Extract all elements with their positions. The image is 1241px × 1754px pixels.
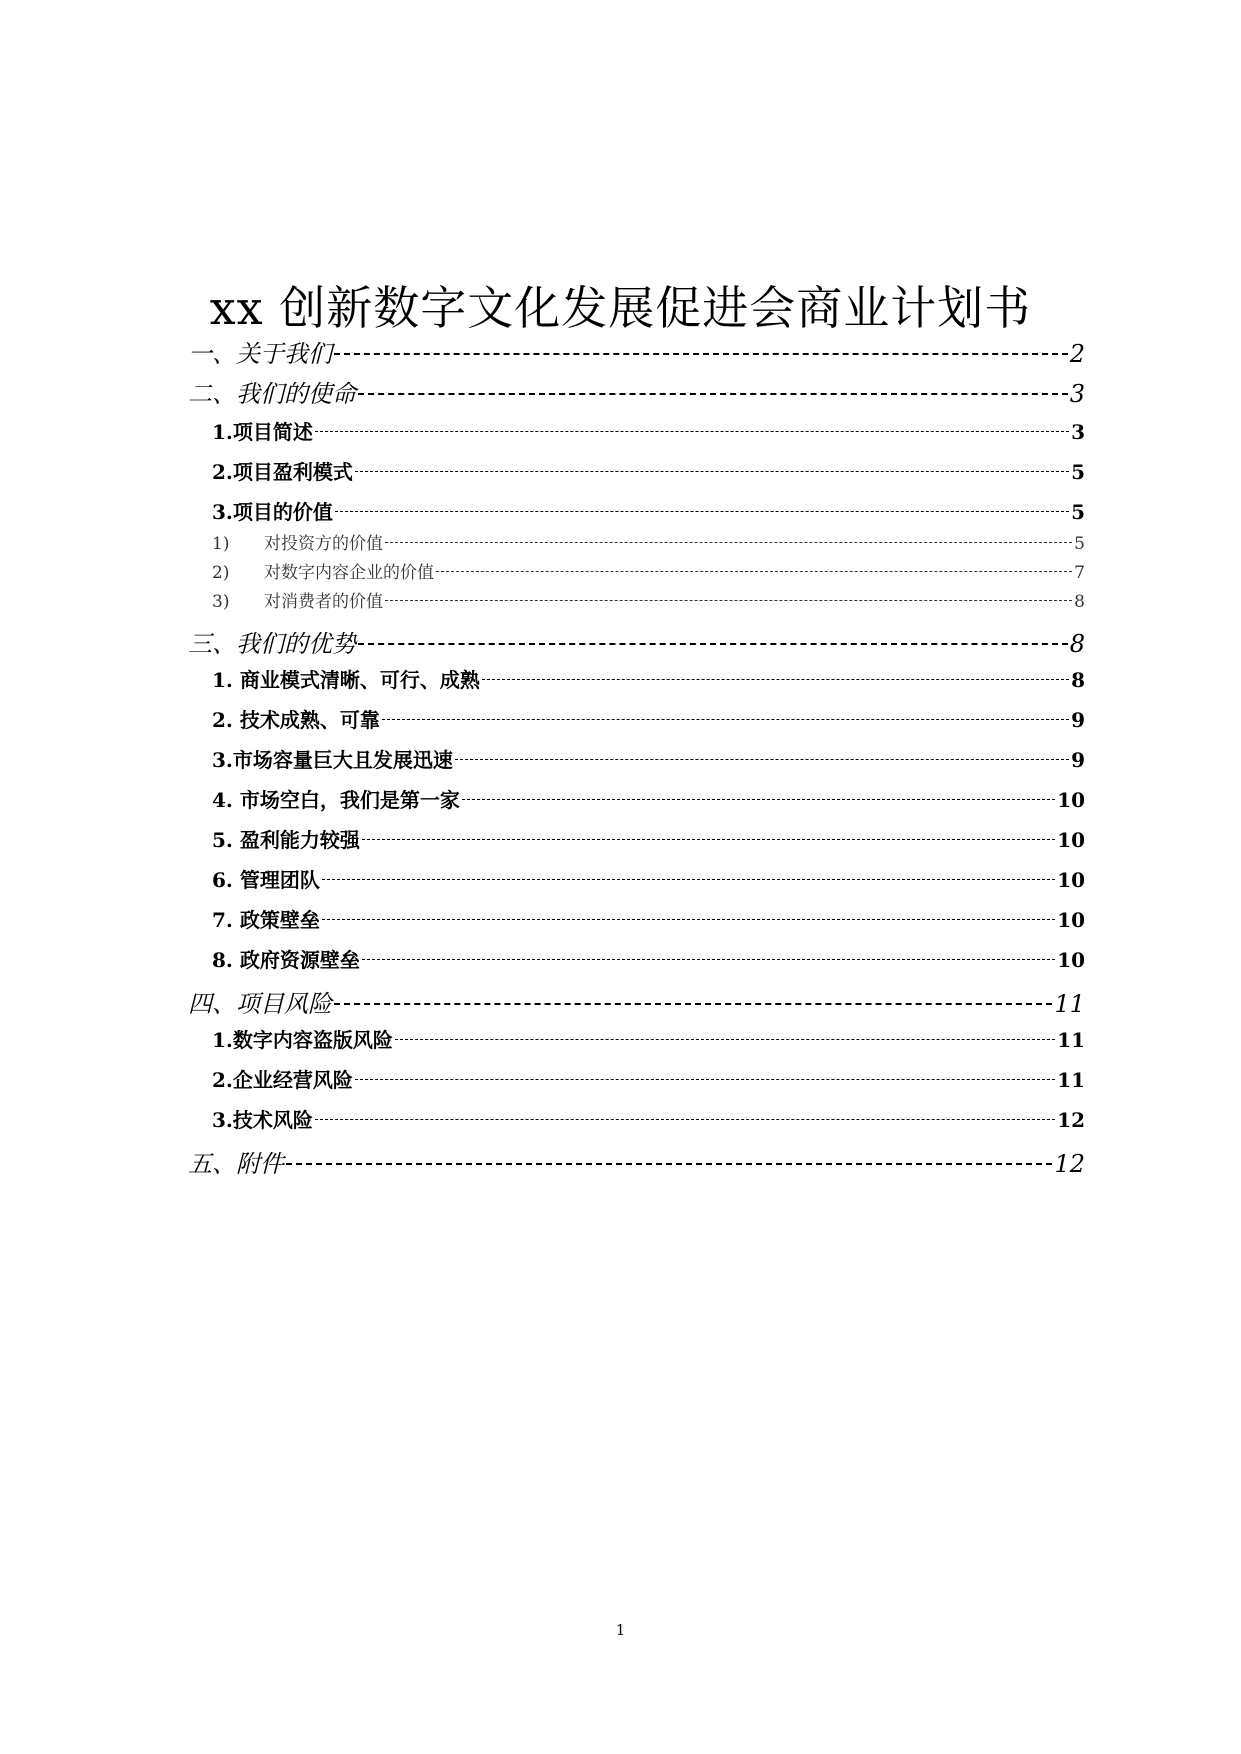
toc-entry-index: 1) (212, 534, 230, 554)
toc-entry[interactable] (188, 704, 1085, 733)
toc-dot-leader (462, 787, 1055, 807)
toc-entry-page: 8 (1071, 668, 1085, 692)
toc-entry-page: 5 (1071, 460, 1085, 484)
toc-entry[interactable] (188, 744, 1085, 773)
toc-entry-label: 1.项目简述 (212, 420, 313, 444)
toc-entry[interactable] (188, 587, 1085, 612)
toc-entry-page: 3 (1069, 380, 1085, 408)
toc-entry-page: 2 (1069, 340, 1085, 368)
toc-entry[interactable] (188, 944, 1085, 973)
toc-dot-leader (455, 747, 1069, 767)
toc-entry-page: 5 (1071, 500, 1085, 524)
toc-entry-label: 四、项目风险 (188, 990, 332, 1018)
toc-dot-leader (482, 667, 1069, 687)
toc-entry[interactable] (188, 334, 1085, 369)
toc-entry-label: 三、我们的优势 (188, 630, 356, 658)
toc-entry-page: 5 (1074, 534, 1085, 554)
toc-entry-page: 8 (1069, 630, 1085, 658)
toc-dot-leader (395, 1027, 1055, 1047)
toc-entry-label: 2.项目盈利模式 (212, 460, 353, 484)
document-title: xx 创新数字文化发展促进会商业计划书 (209, 281, 1032, 335)
toc-entry-page: 11 (1057, 1028, 1085, 1052)
toc-entry-label: 二、我们的使命 (188, 380, 356, 408)
toc-dot-leader (385, 532, 1072, 549)
toc-entry-page: 11 (1057, 1068, 1085, 1092)
toc-entry[interactable] (188, 496, 1085, 525)
toc-dot-leader (385, 590, 1072, 607)
toc-entry-page: 3 (1071, 420, 1085, 444)
toc-dot-leader (335, 499, 1069, 519)
toc-entry-label: 3.市场容量巨大且发展迅速 (212, 748, 453, 772)
toc-entry-index: 3) (212, 592, 230, 612)
toc-entry[interactable] (188, 824, 1085, 853)
toc-entry[interactable] (188, 529, 1085, 554)
toc-entry[interactable] (188, 624, 1085, 659)
toc-entry-label: 6. 管理团队 (212, 868, 320, 892)
toc-entry-label: 3.技术风险 (212, 1108, 313, 1132)
toc-entry-text: 对数字内容企业的价值 (264, 563, 434, 583)
toc-entry-label: 一、关于我们 (188, 340, 332, 368)
toc-entry[interactable] (188, 558, 1085, 583)
toc-entry-page: 10 (1057, 828, 1085, 852)
toc-entry-label: 5. 盈利能力较强 (212, 828, 360, 852)
toc-entry-page: 10 (1057, 948, 1085, 972)
page-number: 1 (615, 1621, 626, 1639)
toc-dot-leader (286, 1148, 1052, 1172)
toc-entry[interactable] (188, 664, 1085, 693)
toc-dot-leader (358, 378, 1068, 402)
toc-entry[interactable] (188, 1064, 1085, 1093)
toc-entry[interactable] (188, 1144, 1085, 1179)
toc-dot-leader (382, 707, 1069, 727)
toc-dot-leader (355, 459, 1069, 479)
toc-entry-page: 11 (1054, 990, 1085, 1018)
toc-dot-leader (322, 867, 1055, 887)
toc-entry-label (212, 587, 383, 612)
toc-entry[interactable] (188, 1104, 1085, 1133)
toc-entry[interactable] (188, 374, 1085, 409)
toc-entry[interactable] (188, 864, 1085, 893)
toc-dot-leader (334, 338, 1068, 362)
toc-dot-leader (334, 988, 1052, 1012)
toc-dot-leader (355, 1067, 1055, 1087)
toc-entry-label: 1.数字内容盗版风险 (212, 1028, 393, 1052)
toc-dot-leader (315, 419, 1069, 439)
toc-entry-label: 2. 技术成熟、可靠 (212, 708, 380, 732)
toc-entry-page: 12 (1054, 1150, 1085, 1178)
toc-entry-page: 9 (1071, 748, 1085, 772)
toc-entry[interactable] (188, 904, 1085, 933)
toc-dot-leader (362, 827, 1055, 847)
toc-dot-leader (315, 1107, 1055, 1127)
toc-entry-label: 8. 政府资源壁垒 (212, 948, 360, 972)
toc-entry-label: 2.企业经营风险 (212, 1068, 353, 1092)
toc-entry[interactable] (188, 416, 1085, 445)
toc-entry-page: 12 (1057, 1108, 1085, 1132)
toc-dot-leader (362, 947, 1055, 967)
toc-entry-label: 7. 政策壁垒 (212, 908, 320, 932)
toc-entry-text: 对投资方的价值 (264, 534, 383, 554)
toc-entry[interactable] (188, 1024, 1085, 1053)
toc-entry-page: 10 (1057, 788, 1085, 812)
toc-entry[interactable] (188, 784, 1085, 813)
toc-entry-text: 对消费者的价值 (264, 592, 383, 612)
toc-dot-leader (358, 628, 1068, 652)
toc-entry-page: 8 (1074, 592, 1085, 612)
toc-entry-label: 3.项目的价值 (212, 500, 333, 524)
toc-entry-label: 4. 市场空白，我们是第一家 (212, 788, 460, 812)
toc-dot-leader (322, 907, 1055, 927)
toc-entry-index: 2) (212, 563, 230, 583)
toc-entry-label: 1. 商业模式清晰、可行、成熟 (212, 668, 480, 692)
toc-entry-label (212, 558, 434, 583)
toc-entry[interactable] (188, 456, 1085, 485)
toc-entry-page: 10 (1057, 868, 1085, 892)
toc-entry-page: 7 (1074, 563, 1085, 583)
toc-entry-label: 五、附件 (188, 1150, 284, 1178)
toc-entry[interactable] (188, 984, 1085, 1019)
toc-entry-page: 9 (1071, 708, 1085, 732)
toc-entry-label (212, 529, 383, 554)
toc-dot-leader (436, 561, 1072, 578)
toc-entry-page: 10 (1057, 908, 1085, 932)
